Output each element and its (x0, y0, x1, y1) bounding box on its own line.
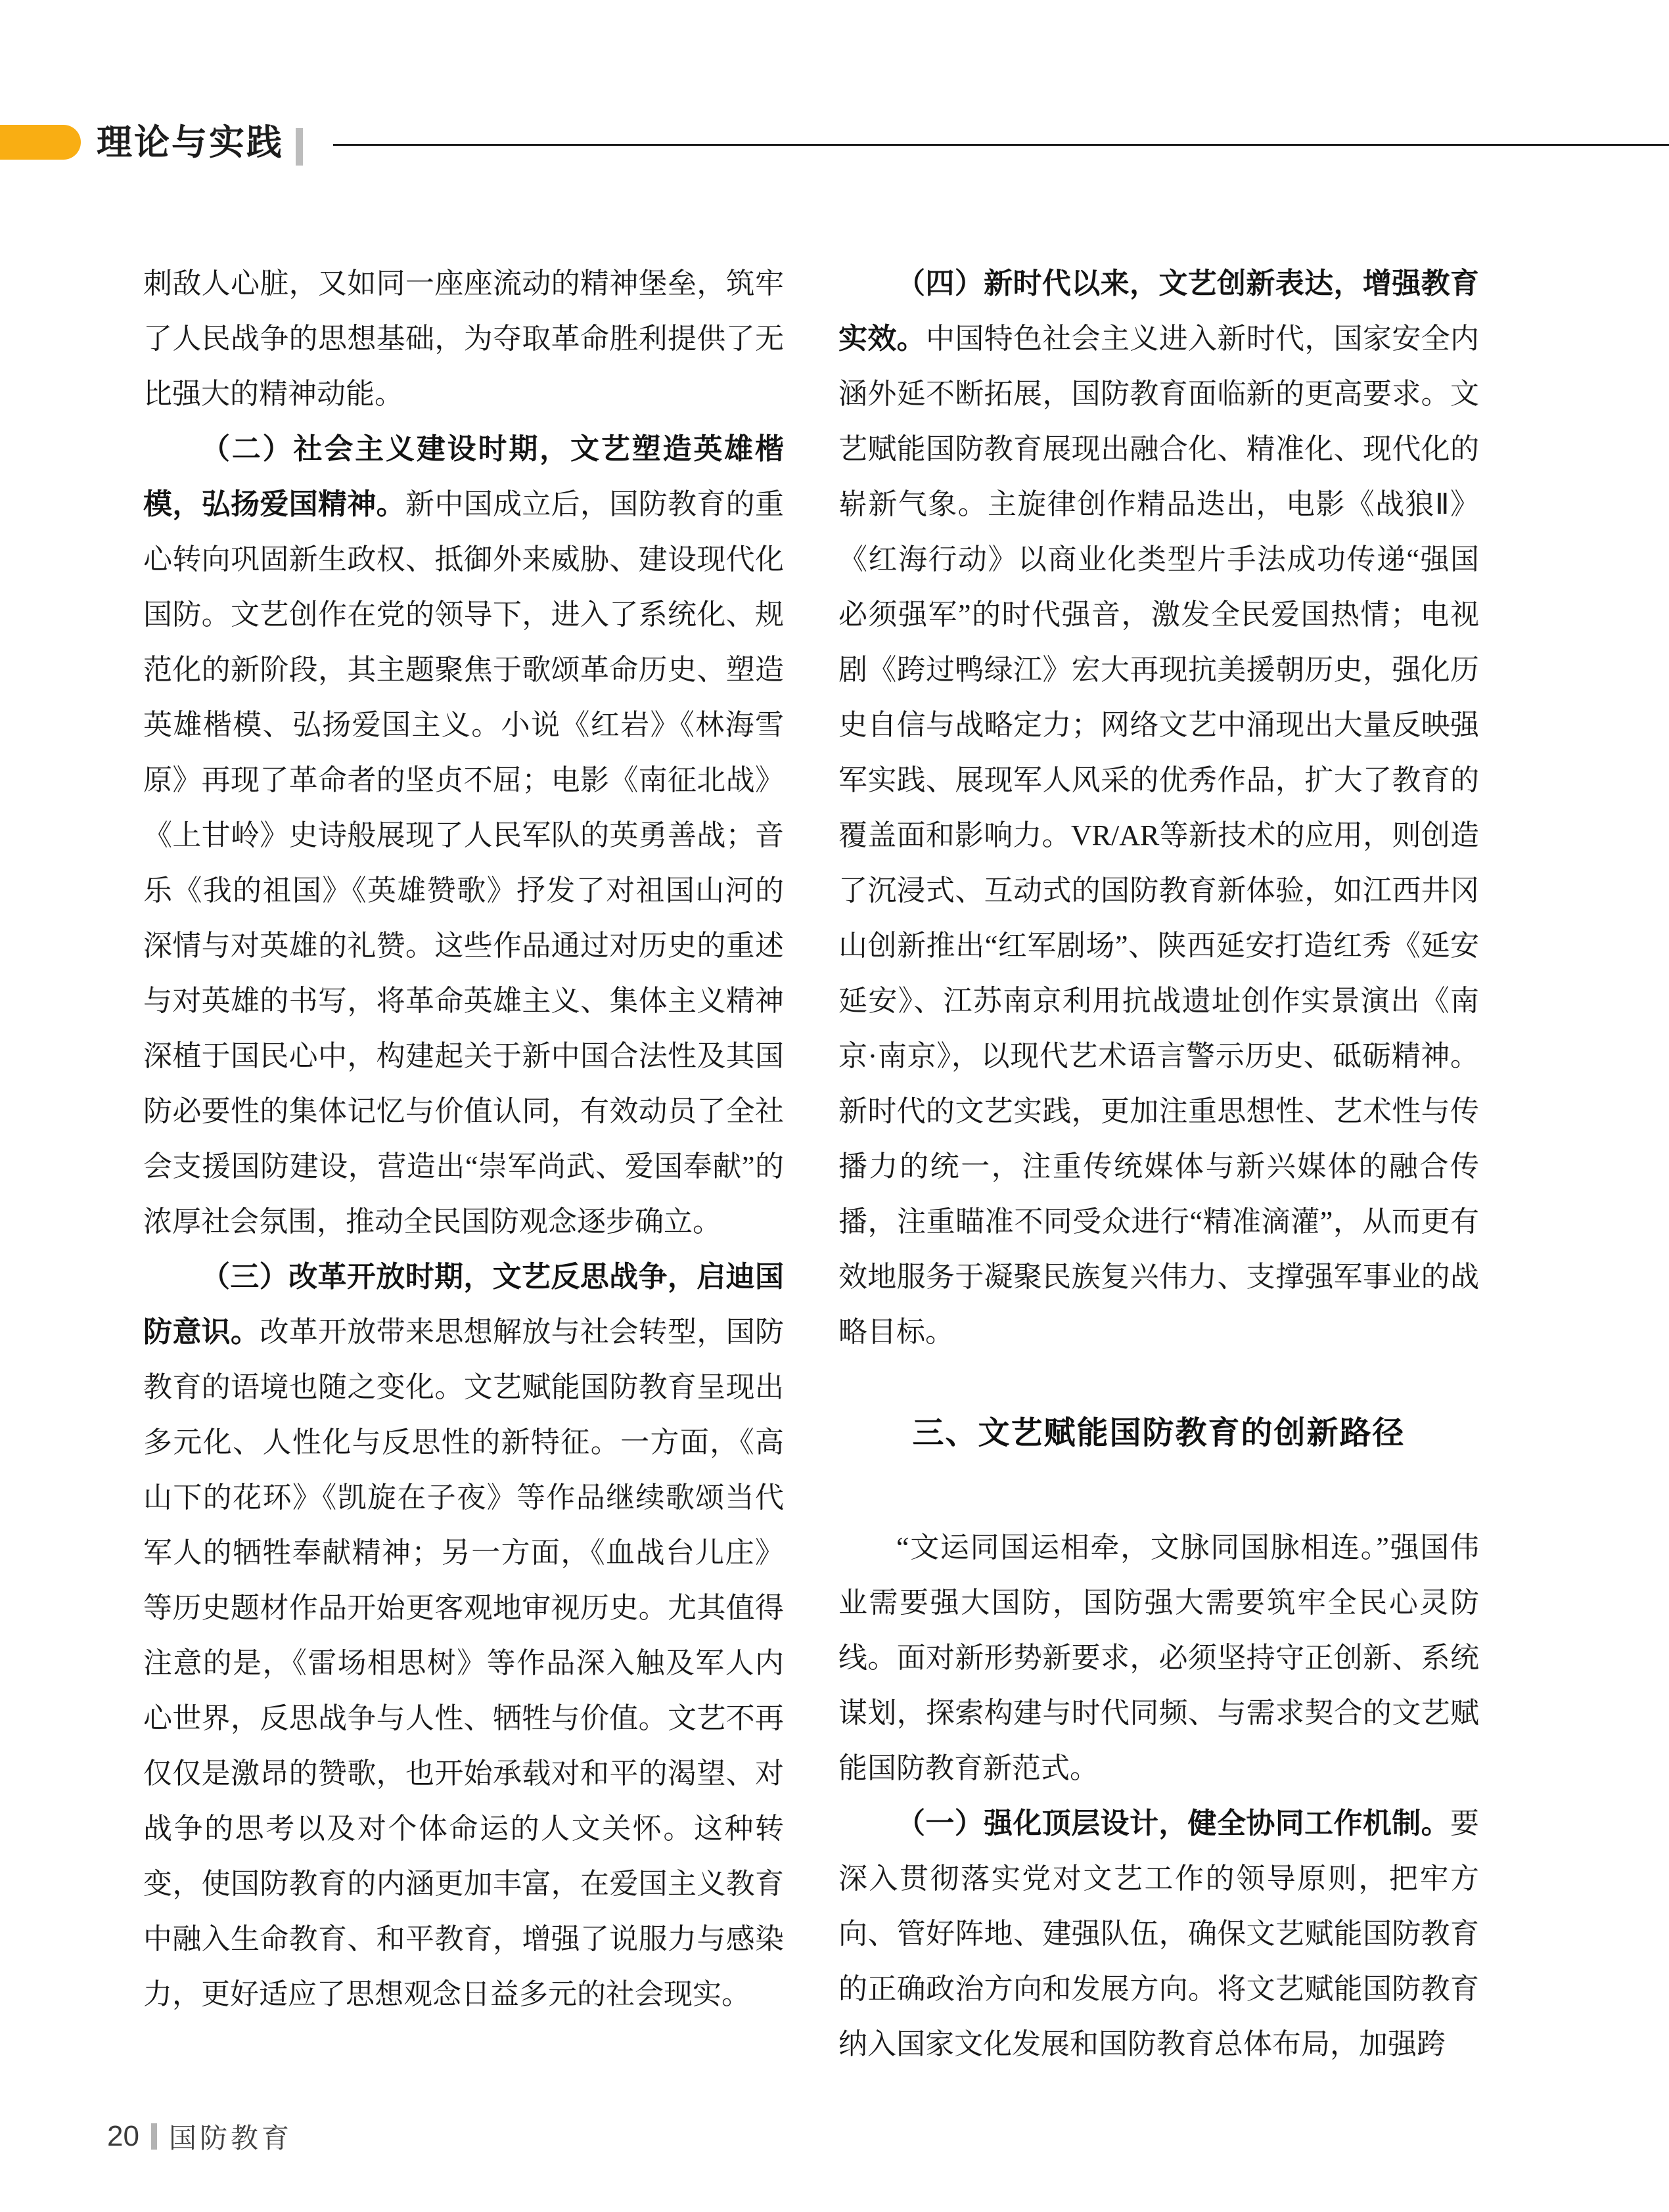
paragraph-quote-opening (838, 1520, 1479, 1796)
section-heading: 三、文艺赋能国防教育的创新路径 (912, 1416, 1406, 1451)
paragraph-section-3 (143, 1250, 784, 2022)
title-divider-tick (296, 128, 303, 166)
paragraph-text: 改革开放带来思想解放与社会转型，国防教育的语境也随之变化。文艺赋能国防教育呈现出多元化、人性化与反思性的新特征。一方面，《高山下的花环》《凯旋在子夜》等作品继续歌颂当代军人的牺牲奉献精神；另一方面，《血战台儿庄》等历史题材作品开始更客观地审视历史。尤其值得注意的是，《雷场相思树》等作品深入触及军人内心世界，反思战争与人性、牺牲与价值。文艺不再仅仅是激昂的赞歌，也开始承载对和平的渴望、对战争的思考以及对个体命运的人文关怀。这种转变，使国防教育的内涵更加丰富，在爱国主义教育中融入生命教育、和平教育，增强了说服力与感染力，更好适应了思想观念日益多元的社会现实。 (143, 1316, 785, 2010)
section-badge (0, 125, 81, 160)
footer-divider (151, 2123, 157, 2150)
paragraph-text: 刺敌人心脏，又如同一座座流动的精神堡垒，筑牢了人民战争的思想基础，为夺取革命胜利提供了无比强大的精神动能。 (143, 267, 784, 410)
right-column (838, 256, 1479, 2072)
left-column (143, 256, 784, 2022)
paragraph-lead: （二）社会主义建设时期，文艺塑造英雄楷模，弘扬爱国精神。 (143, 433, 784, 520)
page-number: 20 (107, 2120, 139, 2152)
section-title: 理论与实践 (97, 123, 284, 162)
paragraph-section-2 (143, 422, 784, 1250)
paragraph-text: 中国特色社会主义进入新时代，国家安全内涵外延不断拓展，国防教育面临新的更高要求。文艺赋能国防教育展现出融合化、精准化、现代化的崭新气象。主旋律创作精品迭出，电影《战狼Ⅱ》《红海行动》以商业化类型片手法成功传递“强国必须强军”的时代强音，激发全民爱国热情；电视剧《跨过鸭绿江》宏大再现抗美援朝历史，强化历史自信与战略定力；网络文艺中涌现出大量反映强军实践、展现军人风采的优秀作品，扩大了教育的覆盖面和影响力。VR/AR等新技术的应用，则创造了沉浸式、互动式的国防教育新体验，如江西井冈山创新推出“红军剧场”、陕西延安打造红秀《延安延安》、江苏南京利用抗战遗址创作实景演出《南京·南京》，以现代艺术语言警示历史、砥砺精神。新时代的文艺实践，更加注重思想性、艺术性与传播力的统一，注重传统媒体与新兴媒体的融合传播，注重瞄准不同受众进行“精准滴灌”，从而更有效地服务于凝聚民族复兴伟力、支撑强军事业的战略目标。 (838, 323, 1479, 1348)
paragraph-lead: （一）强化顶层设计，健全协同工作机制。 (896, 1807, 1450, 1840)
paragraph-text: 要深入贯彻落实党对文艺工作的领导原则，把牢方向、管好阵地、建强队伍，确保文艺赋能国防教育的正确政治方向和发展方向。将文艺赋能国防教育纳入国家文化发展和国防教育总体布局，加强跨 (838, 1807, 1479, 2060)
paragraph-continuation (143, 256, 784, 422)
header-rule (333, 144, 1669, 146)
paragraph-lead: （三）改革开放时期，文艺反思战争，启迪国防意识。 (143, 1261, 784, 1348)
page-footer (107, 2117, 292, 2156)
paragraph-lead: （四）新时代以来，文艺创新表达，增强教育实效。 (838, 267, 1479, 355)
paragraph-section-1 (838, 1796, 1479, 2072)
paragraph-section-4 (838, 256, 1479, 1360)
magazine-name: 国防教育 (168, 2123, 292, 2154)
paragraph-text: 新中国成立后，国防教育的重心转向巩固新生政权、抵御外来威胁、建设现代化国防。文艺创作在党的领导下，进入了系统化、规范化的新阶段，其主题聚焦于歌颂革命历史、塑造英雄楷模、弘扬爱国主义。小说《红岩》《林海雪原》再现了革命者的坚贞不屈；电影《南征北战》《上甘岭》史诗般展现了人民军队的英勇善战；音乐《我的祖国》《英雄赞歌》抒发了对祖国山河的深情与对英雄的礼赞。这些作品通过对历史的重述与对英雄的书写，将革命英雄主义、集体主义精神深植于国民心中，构建起关于新中国合法性及其国防必要性的集体记忆与价值认同，有效动员了全社会支援国防建设，营造出“崇军尚武、爱国奉献”的浓厚社会氛围，推动全民国防观念逐步确立。 (143, 488, 784, 1238)
paragraph-text: “文运同国运相牵，文脉同国脉相连。”强国伟业需要强大国防，国防强大需要筑牢全民心灵防线。面对新形势新要求，必须坚持守正创新、系统谋划，探索构建与时代同频、与需求契合的文艺赋能国防教育新范式。 (838, 1531, 1479, 1784)
